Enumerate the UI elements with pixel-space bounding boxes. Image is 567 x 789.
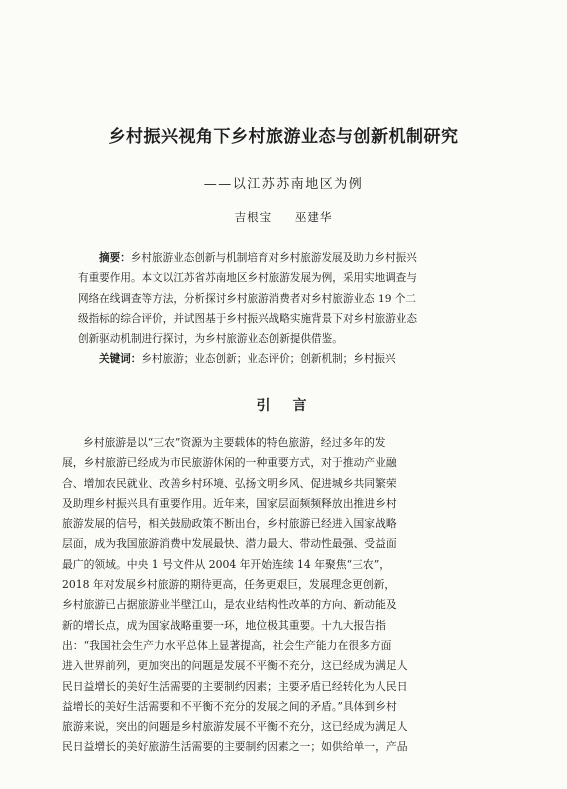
body-line: 新的增长点，成为国家战略重要一环，地位极其重要。十九大报告指 (62, 618, 386, 632)
body-line: 展，乡村旅游已经成为市民旅游休闲的一种重要方式，对于推动产业融 (62, 456, 397, 470)
body-line: 合、增加农民就业、改善乡村环境、弘扬文明乡风、促进城乡共同繁荣 (62, 476, 397, 490)
keywords-line (78, 349, 510, 369)
abstract-label: 摘要： (99, 252, 131, 264)
body-line: 进入世界前列，更加突出的问题是发展不平衡不充分，这已经成为满足人 (62, 659, 408, 673)
keywords-label: 关键词： (99, 353, 142, 366)
abstract-line: 级指标的综合评价，并试图基于乡村振兴战略实施背景下对乡村旅游业态 (78, 312, 417, 325)
body-line: 旅游来说，突出的问题是乡村旅游发展不平衡不充分，这已经成为满足人 (62, 720, 408, 734)
abstract-line: 网络在线调查等方法，分析探讨乡村旅游消费者对乡村旅游业态 19 个二 (78, 292, 417, 305)
body-text (62, 433, 512, 758)
section-heading: 引言 (256, 398, 329, 414)
paper-title: 乡村振兴视角下乡村旅游业态与创新机制研究 (108, 127, 459, 147)
author-list (0, 209, 567, 225)
body-line: 层面，成为我国旅游消费中发展最快、潜力最大、带动性最强、受益面 (62, 537, 397, 551)
body-line: 出：“我国社会生产力水平总体上显著提高，社会生产能力在很多方面 (62, 638, 392, 652)
author-name: 巫建华 (294, 210, 333, 224)
body-line: 旅游发展的信号，相关鼓励政策不断出台，乡村旅游已经进入国家战略 (62, 517, 397, 531)
keywords-text: 乡村旅游；业态创新；业态评价；创新机制；乡村振兴 (141, 353, 396, 366)
body-line: 及助理乡村振兴具有重要作用。近年来，国家层面频频释放出推进乡村 (62, 496, 397, 510)
author-name: 吉根宝 (234, 210, 273, 224)
body-line: 乡村旅游是以“三农”资源为主要载体的特色旅游，经过多年的发 (83, 436, 386, 449)
abstract-line (78, 248, 510, 268)
abstract-line: 创新驱动机制进行探讨，为乡村旅游业态创新提供借鉴。 (78, 333, 343, 346)
body-line: 2018 年对发展乡村旅游的期待更高，任务更艰巨，发展理念更创新， (62, 578, 396, 592)
body-line: 乡村旅游已占据旅游业半壁江山，是农业结构性改革的方向、新动能及 (62, 598, 397, 612)
body-line: 民日益增长的美好生活需要的主要制约因素；主要矛盾已经转化为人民日 (62, 679, 408, 693)
body-line: 民日益增长的美好旅游生活需要的主要制约因素之一；如供给单一，产品 (62, 740, 408, 754)
body-line: 益增长的美好生活需要和不平衡不充分的发展之间的矛盾。”具体到乡村 (62, 699, 397, 713)
abstract-text: 乡村旅游业态创新与机制培育对乡村旅游发展及助力乡村振兴 (130, 252, 417, 264)
body-line: 最广的领域。中央 1 号文件从 2004 年开始连续 14 年聚焦“三农”， (62, 557, 391, 571)
paper-subtitle: ——以江苏苏南地区为例 (203, 177, 364, 192)
abstract-block (78, 248, 510, 370)
abstract-line: 有重要作用。本文以江苏省苏南地区乡村旅游发展为例，采用实地调查与 (78, 272, 417, 285)
